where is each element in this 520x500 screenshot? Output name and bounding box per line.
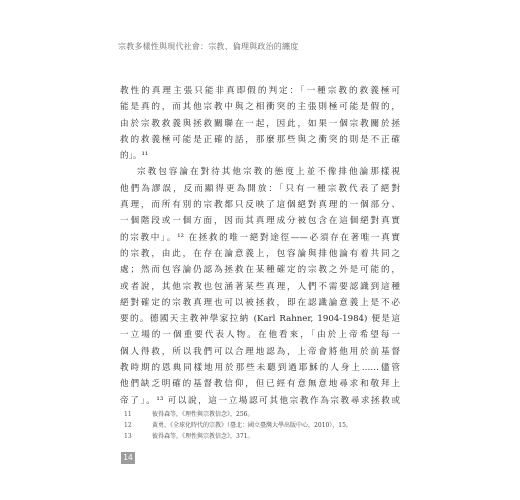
footnote [120, 431, 420, 442]
text-line: 帝了」。¹³ 可以說，這一立場認可其他宗教作為宗教尋求拯救或 [120, 395, 400, 406]
text-line: 他們為謬誤，反而顯得更為開放：「只有一種宗教代表了絕對 [120, 183, 400, 194]
footnote-number: 11 [124, 411, 132, 418]
footnote-text: 黃勇，《全球化時代的宗教》（臺北：國立臺灣大學出版中心，2010），15。 [152, 422, 352, 429]
footnote-number: 13 [124, 433, 132, 440]
text-line: 處；然而包容論仍認為拯救在某種確定的宗教之外是可能的， [120, 265, 400, 276]
text-line: 的宗教，由此，在存在論意義上，包容論與排他論有着共同之 [120, 248, 400, 259]
text-line: 一立場的一個重要代表人物。在他看來，「由於上帝希望每一 [120, 330, 400, 341]
text-line: 教性的真理主張只能非真即假的判定：「一種宗教的救義極可 [120, 86, 400, 96]
running-header: 宗教多樣性與現代社會：宗教、倫理與政治的纏度 [118, 42, 299, 51]
text-line: 要的。德國天主教神學家拉納 (Karl Rahner, 1904-1984) 便是這 [120, 314, 400, 325]
footnote [120, 409, 420, 420]
footnote-text: 彼得森等，《理性與宗教信念》，371。 [152, 433, 254, 440]
paragraph-1 [120, 83, 400, 164]
text-line: 或者說，其他宗教也包涵著某些真理，人們不需要認識到這種 [120, 281, 400, 292]
text-line: 能是真的，而其他宗教中與之相衝突的主張則極可能是假的， [120, 102, 400, 113]
text-line: 他們缺乏明確的基督教信仰，但已經有意無意地尋求和敬拜上 [120, 379, 400, 390]
paragraph-2 [120, 164, 400, 408]
text-line: 宗教包容論在對待其他宗教的態度上並不像排他論那樣視 [137, 167, 400, 178]
body-text [120, 83, 400, 409]
text-line: 個人得救，所以我們可以合理地認為，上帝會將他用於前基督 [120, 346, 400, 357]
footnote [120, 420, 420, 431]
text-line: 由於宗教救義與拯救關聯在一起，因此，如果一個宗教關於拯 [120, 118, 400, 129]
text-line: 一個階段或一個方面，因而其真理成分被包含在這個絕對真實 [120, 216, 400, 227]
footnote-text: 彼得森等，《理性與宗教信念》，256。 [152, 411, 254, 418]
text-line: 真理，而所有別的宗教都只反映了這個絕對真理的一個部分、 [120, 200, 400, 211]
footnote-number: 12 [124, 422, 132, 429]
footnotes [120, 409, 420, 442]
text-line: 絕對確定的宗教真理也可以被拯救，即在認識論意義上是不必 [120, 297, 400, 308]
text-line: 教時期的恩典同樣地用於那些未聽到過耶穌的人身上……儘管 [120, 363, 400, 374]
text-line: 救的救義極可能是正確的話，那麼那些與之衝突的則是不正確 [120, 134, 400, 145]
text-line: 的」。¹¹ [120, 151, 149, 162]
page-number: 14 [121, 452, 135, 464]
text-line: 的宗教中」。¹² 在拯救的唯一絕對途徑——必須存在著唯一真實 [120, 232, 400, 243]
